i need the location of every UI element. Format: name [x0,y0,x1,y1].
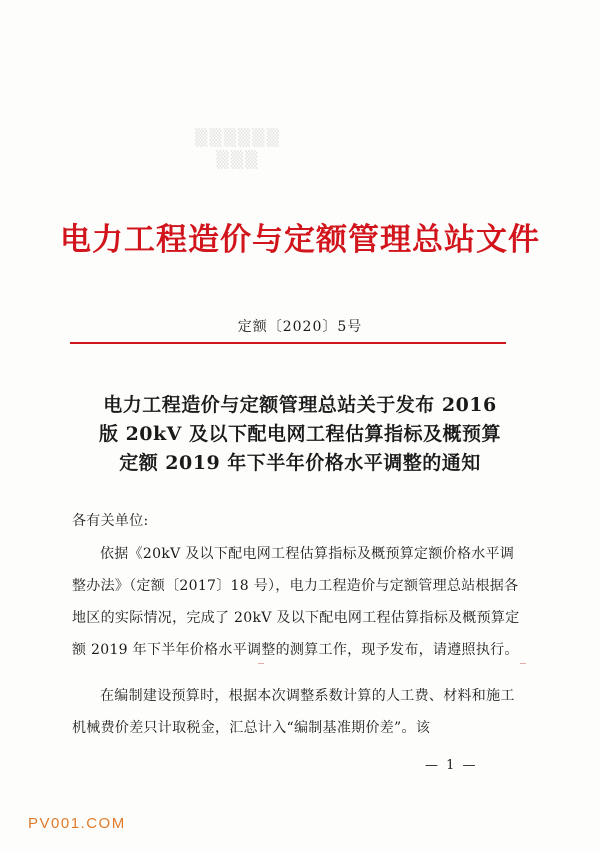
show-through-text: ▒▒▒▒▒▒ [195,128,281,147]
site-watermark: PV001.COM [28,815,126,832]
page-number: — 1 — [425,758,478,773]
scan-mark [258,663,264,664]
scan-mark [520,663,526,664]
document-number: 定额〔2020〕5号 [237,319,363,335]
body-paragraph: 在编制建设预算时，根据本次调整系数计算的人工费、材料和施工机械费价差只计取税金，汇总计入“编制基准期价差”。该 [72,688,515,736]
notice-title-line: 版 20kV 及以下配电网工程估算指标及概预算 [98,423,502,445]
issuer-header-title: 电力工程造价与定额管理总站文件 [60,222,540,258]
body-paragraph: 依据《20kV 及以下配电网工程估算指标及概预算定额价格水平调整办法》（定额〔2017〕18 号），电力工程造价与定额管理总站根据各地区的实际情况，完成了 20kV 及以下配电网工程估算指标及概预算定额 2019 年下半年价格水平调整的测算工作，现予发布，请遵照执行。 [72,546,520,658]
red-separator-line [70,342,506,344]
show-through-text: ▒▒▒ [216,150,260,169]
notice-title-line: 定额 2019 年下半年价格水平调整的通知 [119,452,481,474]
notice-title-line: 电力工程造价与定额管理总站关于发布 2016 [103,394,497,416]
notice-title [60,391,540,478]
addressee-line: 各有关单位: [72,513,149,529]
